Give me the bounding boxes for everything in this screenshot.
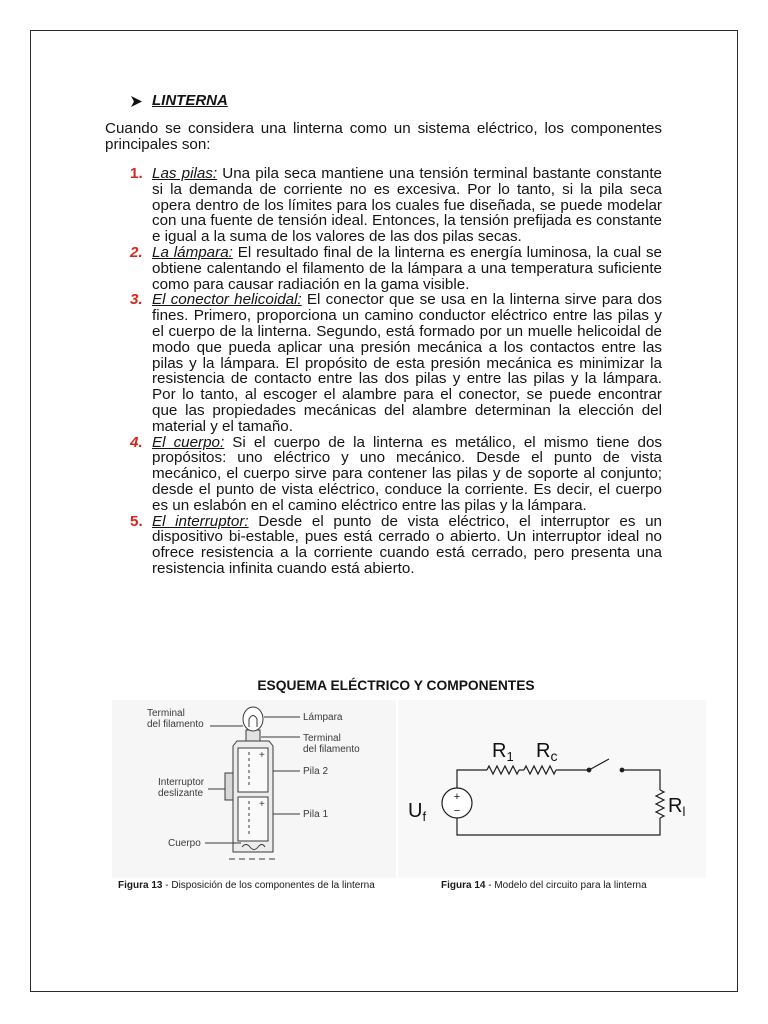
item-number: 3. [130,291,143,309]
figure-13-caption [118,880,375,891]
label-source-subscript: f [422,809,427,824]
arrowhead-bullet-icon [131,96,142,107]
figures-title: ESQUEMA ELÉCTRICO Y COMPONENTES [257,678,535,693]
label-terminal-right-line1: Terminal [303,733,341,744]
label-rc-symbol: R [536,740,551,762]
item-text: El conector que se usa en la linterna sirve para dos fines. Primero, proporciona un camino conductor eléctrico entre las pilas y el cuerpo de la linterna. Segundo, está formado por un muelle helicoidal de modo que pueda aplicar una presión mecánica a los contactos entre las pilas y la lámpara. El propósito de esta presión mecánica es minimizar la resistencia de contacto entre las dos pilas y entre las pilas y la lámpara. Por lo tanto, al escoger el alambre para el conector, se puede encontrar que las propiedades mecánicas del alambre determinan la elección del material y el tamaño. [152,291,662,435]
label-rc-subscript: c [550,748,558,764]
item-term: Las pilas: [152,165,218,182]
item-number: 1. [130,165,143,182]
list-item [105,435,662,514]
figures-panel [110,698,710,898]
item-term: La lámpara: [152,243,233,261]
lamp-bulb [243,707,263,731]
list-item [105,292,662,434]
label-terminal-right-line2: del filamento [303,744,360,755]
label-terminal-left-line1: Terminal [147,708,185,719]
label-battery-1: Pila 1 [303,809,329,820]
item-number: 2. [130,243,143,261]
battery-1-plus: + [259,799,265,810]
label-lamp: Lámpara [303,712,343,723]
label-r1-symbol: R [492,740,507,762]
section-heading [131,92,228,110]
item-number: 4. [130,433,143,451]
figure-14-caption-label: Figura 14 [441,880,486,891]
label-source-symbol: U [408,800,423,822]
figure-14-caption-text: - Modelo del circuito para la linterna [485,880,647,891]
label-slide-switch-line1: Interruptor [158,777,205,788]
item-text: El resultado final de la linterna es energía luminosa, la cual se obtiene calentando el filamento de la lámpara a una temperatura suficiente como para causar radiación en la gama visible. [152,243,662,293]
label-r1-subscript: 1 [506,749,514,764]
figure-13-caption-label: Figura 13 [118,880,163,891]
component-list [105,166,662,577]
figure-14-caption [441,880,647,891]
source-minus-sign: − [453,805,461,817]
item-text: Desde el punto de vista eléctrico, el interruptor es un dispositivo bi-estable, pues está cerrado o abierto. Un interruptor ideal no ofrece resistencia a la corriente cuando está cerrado, pero presenta una resistencia infinita cuando está abierto. [152,512,662,577]
item-term: El cuerpo: [152,433,225,451]
item-term: El conector helicoidal: [152,291,302,309]
list-item [105,166,662,245]
list-item [105,245,662,292]
source-plus-sign: + [453,791,461,803]
item-term: El interruptor: [152,512,249,530]
lamp-socket [246,730,260,741]
figure-13-caption-text: - Disposición de los componentes de la linterna [162,880,375,891]
label-rl-subscript: l [682,804,686,819]
label-battery-2: Pila 2 [303,766,329,777]
item-text: Una pila seca mantiene una tensión terminal bastante constante si la demanda de corriente no es excesiva. Por lo tanto, si la pila seca opera dentro de los límites para los cuales fue diseñada, se puede modelar con una fuente de tensión ideal. Entonces, la tensión prefijada es constante e igual a la suma de los valores de las dos pilas secas. [152,165,662,246]
label-body: Cuerpo [168,838,201,849]
switch-pivot [587,768,591,772]
intro-paragraph: Cuando se considera una linterna como un sistema eléctrico, los componentes principales son: [105,120,662,153]
label-slide-switch-line2: deslizante [158,788,204,799]
battery-2-plus: + [259,750,265,761]
slide-switch [225,773,233,800]
label-terminal-left-line2: del filamento [147,719,204,730]
section-title: LINTERNA [152,92,228,109]
label-rl-symbol: R [668,795,683,817]
item-number: 5. [130,512,143,530]
list-item [105,514,662,577]
item-text: Si el cuerpo de la linterna es metálico, el mismo tiene dos propósitos: uno eléctrico y uno mecánico. Desde el punto de vista mecánico, el cuerpo sirve para contener las pilas y de soporte al conjunto; desde el punto de vista eléctrico, conduce la corriente. Es decir, el cuerpo es un eslabón en el camino eléctrico entre las pilas y la lámpara. [152,433,662,514]
